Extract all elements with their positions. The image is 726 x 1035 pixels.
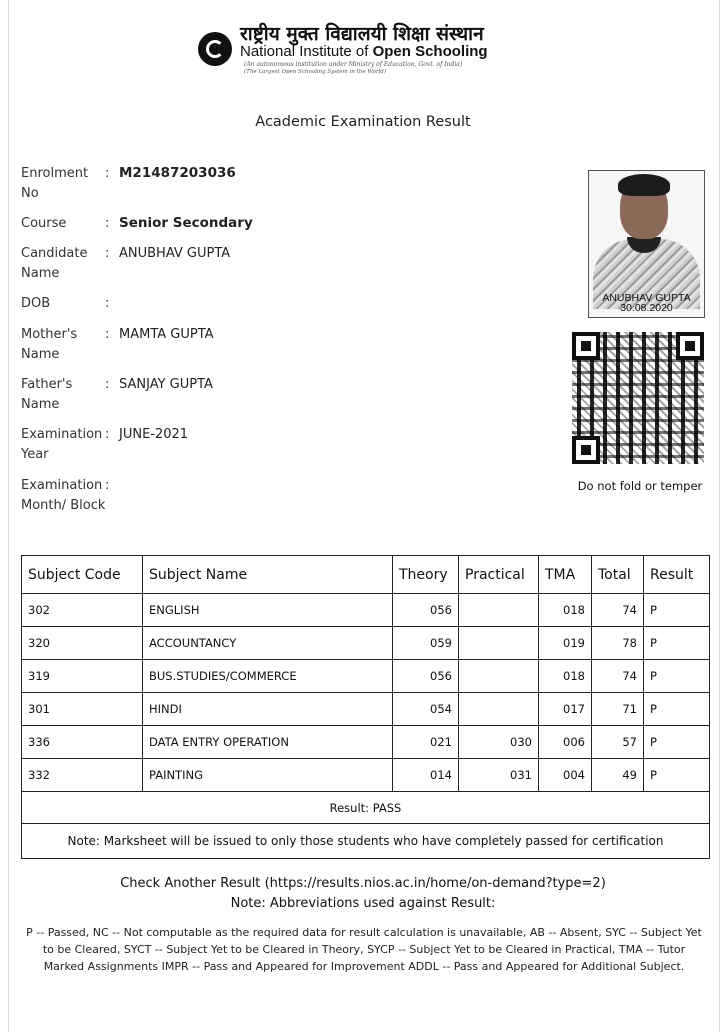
detail-separator: : <box>105 427 110 442</box>
subject-code-cell: 302 <box>22 594 143 627</box>
theory-marks-cell: 021 <box>393 726 459 759</box>
result-code-cell: P <box>644 627 710 660</box>
abbreviations-title: Note: Abbreviations used against Result: <box>230 896 496 911</box>
overall-result: Result: PASS <box>22 792 710 824</box>
header-subject-code: Subject Code <box>22 556 143 594</box>
detail-value: M21487203036 <box>119 165 236 181</box>
subject-code-cell: 301 <box>22 693 143 726</box>
theory-marks-cell: 056 <box>393 594 459 627</box>
institute-header <box>196 20 526 80</box>
header-subject-name: Subject Name <box>143 556 393 594</box>
institute-tagline <box>244 69 386 75</box>
table-row <box>22 759 710 792</box>
institute-subtitle: (An autonomous institution under Ministry of Education, Govt. of India) <box>244 61 463 68</box>
header-theory: Theory <box>393 556 459 594</box>
tma-marks-cell: 018 <box>539 660 592 693</box>
subject-name-cell: PAINTING <box>143 759 393 792</box>
detail-separator: : <box>105 478 110 493</box>
institute-name <box>240 43 488 60</box>
practical-marks-cell: 031 <box>459 759 539 792</box>
detail-separator: : <box>105 327 110 342</box>
table-row <box>22 627 710 660</box>
result-code-cell: P <box>644 759 710 792</box>
subject-name-cell: HINDI <box>143 693 393 726</box>
header-result: Result <box>644 556 710 594</box>
subject-name-cell: DATA ENTRY OPERATION <box>143 726 393 759</box>
theory-marks-cell: 059 <box>393 627 459 660</box>
fold-notice: Do not fold or temper <box>577 479 703 493</box>
detail-separator: : <box>105 216 110 231</box>
practical-marks-cell <box>459 660 539 693</box>
detail-separator: : <box>105 296 110 311</box>
detail-separator: : <box>105 246 110 261</box>
subject-code-cell: 319 <box>22 660 143 693</box>
total-marks-cell: 74 <box>592 660 644 693</box>
detail-label: Mother's Name <box>21 327 78 362</box>
theory-marks-cell: 054 <box>393 693 459 726</box>
candidate-photo <box>588 170 705 318</box>
qr-finder <box>572 436 600 464</box>
detail-value: ANUBHAV GUPTA <box>119 246 231 261</box>
subject-name-cell: BUS.STUDIES/COMMERCE <box>143 660 393 693</box>
tagline-text: (The Largest Open Schooling System in the World) <box>244 69 386 75</box>
detail-separator: : <box>105 377 110 392</box>
detail-label: Examination Year <box>21 427 103 462</box>
detail-value: SANJAY GUPTA <box>119 377 213 392</box>
result-code-cell: P <box>644 726 710 759</box>
total-marks-cell: 57 <box>592 726 644 759</box>
detail-label: Father's Name <box>21 377 73 412</box>
tma-marks-cell: 018 <box>539 594 592 627</box>
tma-marks-cell: 017 <box>539 693 592 726</box>
photo-label <box>589 293 704 313</box>
marksheet-note: Note: Marksheet will be issued to only those students who have completely passed for certification <box>22 824 710 859</box>
detail-label: Examination Month/ Block <box>21 478 106 513</box>
table-row <box>22 594 710 627</box>
practical-marks-cell <box>459 627 539 660</box>
marksheet-note-row <box>22 824 710 859</box>
hindi-title: राष्ट्रीय मुक्त विद्यालयी शिक्षा संस्थान <box>240 23 484 45</box>
table-header-row <box>22 556 710 594</box>
detail-label: DOB <box>21 296 51 311</box>
photo-hair <box>618 174 670 196</box>
detail-separator: : <box>105 166 110 181</box>
abbreviations-text: P -- Passed, NC -- Not computable as the required data for result calculation is unavailable, AB -- Absent, SYC -- Subject Yet to be Cleared, SYCT -- Subject Yet to be Cleared in Theory, SYCP -- Subject Yet to be Cleared in Practical, TMA -- Tutor Marked Assignments IMPR -- Pass and Appeared for Improvement ADDL -- Pass and Appeared for Additional Subject. <box>26 926 702 973</box>
subject-name-cell: ENGLISH <box>143 594 393 627</box>
table-row <box>22 660 710 693</box>
detail-value: Senior Secondary <box>119 215 253 231</box>
nios-logo <box>198 32 232 66</box>
detail-value: JUNE-2021 <box>119 427 189 442</box>
practical-marks-cell <box>459 693 539 726</box>
subject-code-cell: 320 <box>22 627 143 660</box>
theory-marks-cell: 056 <box>393 660 459 693</box>
detail-label: Course <box>21 216 67 231</box>
tma-marks-cell: 004 <box>539 759 592 792</box>
photo-name: ANUBHAV GUPTA <box>602 292 691 304</box>
detail-label: Enrolment No <box>21 166 89 201</box>
subject-name-cell: ACCOUNTANCY <box>143 627 393 660</box>
qr-finder <box>572 332 600 360</box>
result-code-cell: P <box>644 660 710 693</box>
practical-marks-cell: 030 <box>459 726 539 759</box>
tma-marks-cell: 006 <box>539 726 592 759</box>
total-marks-cell: 71 <box>592 693 644 726</box>
check-another-link[interactable]: (https://results.nios.ac.in/home/on-demand?type=2) <box>264 876 606 891</box>
check-another-result <box>0 876 726 891</box>
detail-value: MAMTA GUPTA <box>119 327 214 342</box>
result-code-cell: P <box>644 693 710 726</box>
total-marks-cell: 74 <box>592 594 644 627</box>
subject-code-cell: 336 <box>22 726 143 759</box>
result-code-cell: P <box>644 594 710 627</box>
institute-name-bold: Open Schooling <box>372 43 488 60</box>
tma-marks-cell: 019 <box>539 627 592 660</box>
header-total: Total <box>592 556 644 594</box>
qr-code-icon <box>572 332 704 464</box>
total-marks-cell: 78 <box>592 627 644 660</box>
check-another-label: Check Another Result <box>120 876 261 891</box>
institute-name-normal: National Institute of <box>240 43 373 60</box>
table-row <box>22 726 710 759</box>
practical-marks-cell <box>459 594 539 627</box>
header-tma: TMA <box>539 556 592 594</box>
marks-table <box>21 555 710 859</box>
document-title: Academic Examination Result <box>255 114 471 130</box>
table-row <box>22 693 710 726</box>
detail-label: Candidate Name <box>21 246 88 281</box>
photo-date: 30.08.2020 <box>620 302 673 314</box>
overall-result-row <box>22 792 710 824</box>
total-marks-cell: 49 <box>592 759 644 792</box>
theory-marks-cell: 014 <box>393 759 459 792</box>
qr-finder <box>676 332 704 360</box>
subject-code-cell: 332 <box>22 759 143 792</box>
header-practical: Practical <box>459 556 539 594</box>
